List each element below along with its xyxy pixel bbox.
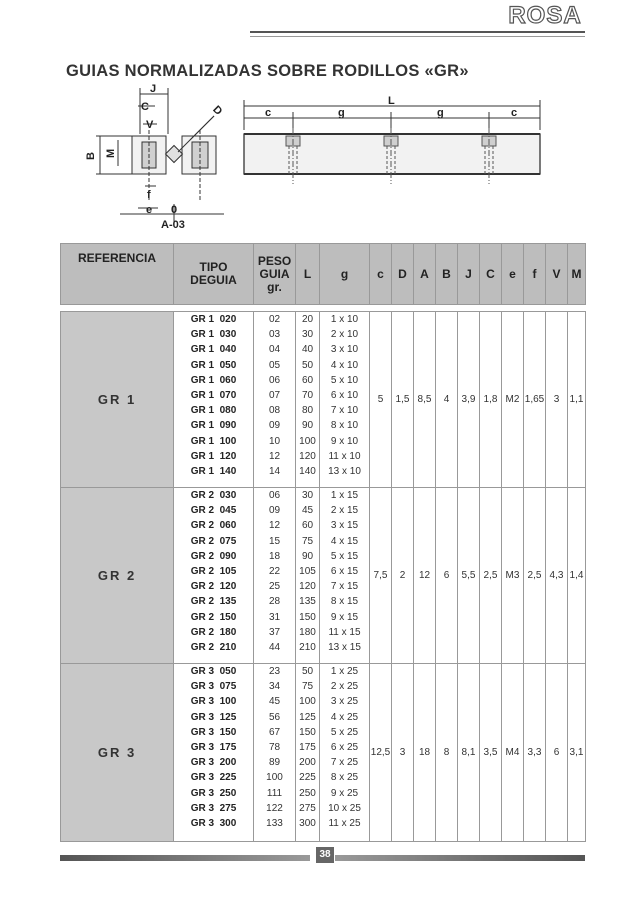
cell-dim-D: 3 <box>392 664 414 842</box>
cell-peso: 09 <box>268 505 281 517</box>
cell-dim-B: 8 <box>436 664 458 842</box>
cell-g: 3 x 25 <box>330 696 359 708</box>
cell-dim-M: 1,4 <box>568 488 586 664</box>
cell-l: 90 <box>301 550 314 562</box>
cell-tipo: GR 3 300 <box>190 818 237 830</box>
cell-l: 150 <box>299 611 316 623</box>
cell-l: 200 <box>299 757 316 769</box>
header-c: c <box>370 244 392 305</box>
cell-dim-C: 2,5 <box>480 488 502 664</box>
header-J: J <box>458 244 480 305</box>
table-header-row <box>61 244 586 305</box>
cell-l: 60 <box>301 520 314 532</box>
cell-tipo: GR 1 070 <box>190 390 237 402</box>
cell-g: 6 x 15 <box>330 566 359 578</box>
cell-g: 6 x 25 <box>330 742 359 754</box>
cell-tipo: GR 1 050 <box>190 359 237 371</box>
cell-g: 7 x 25 <box>330 757 359 769</box>
cell-dim-A: 12 <box>414 488 436 664</box>
cell-tipo: GR 2 105 <box>190 566 237 578</box>
header-referencia: REFERENCIA <box>61 244 174 305</box>
cell-dim-B: 4 <box>436 312 458 488</box>
cell-g: 4 x 10 <box>330 359 359 371</box>
cell-l: 250 <box>299 787 316 799</box>
cell-g: 2 x 25 <box>330 681 359 693</box>
label-g-1: g <box>338 107 345 119</box>
cell-dim-e: M4 <box>502 664 524 842</box>
header-tipo: TIPO DEGUIA <box>174 244 254 305</box>
cell-tipo: GR 3 175 <box>190 742 237 754</box>
cell-dim-B: 6 <box>436 488 458 664</box>
cell-g: 10 x 25 <box>328 802 361 814</box>
column-g-list <box>320 664 370 842</box>
cell-g: 2 x 15 <box>330 505 359 517</box>
cell-peso: 05 <box>268 359 281 371</box>
cell-g: 8 x 15 <box>330 596 359 608</box>
header-rule <box>250 31 585 33</box>
cell-peso: 06 <box>268 374 281 386</box>
cell-tipo: GR 2 120 <box>190 581 237 593</box>
cell-peso: 18 <box>268 550 281 562</box>
cell-peso: 10 <box>268 435 281 447</box>
label-c-right: c <box>511 107 518 119</box>
cell-l: 45 <box>301 505 314 517</box>
cell-tipo: GR 3 075 <box>190 681 237 693</box>
cell-dim-V: 6 <box>546 664 568 842</box>
cell-dim-J: 3,9 <box>458 312 480 488</box>
cell-l: 30 <box>301 329 314 341</box>
page-number: 38 <box>316 847 334 863</box>
header-gap <box>61 305 586 312</box>
header-rule-thin <box>250 36 585 37</box>
cell-l: 70 <box>301 390 314 402</box>
cell-dim-M: 3,1 <box>568 664 586 842</box>
cell-tipo: GR 3 150 <box>190 726 237 738</box>
column-tipo-list <box>174 488 254 664</box>
cell-g: 7 x 15 <box>330 581 359 593</box>
cell-l: 175 <box>299 742 316 754</box>
cell-tipo: GR 1 040 <box>190 344 237 356</box>
cell-g: 9 x 15 <box>330 611 359 623</box>
cell-tipo: GR 1 060 <box>190 374 237 386</box>
header-e: e <box>502 244 524 305</box>
column-peso-list <box>254 312 296 488</box>
cell-g: 4 x 15 <box>330 535 359 547</box>
cell-tipo: GR 2 090 <box>190 550 237 562</box>
cell-g: 7 x 10 <box>330 405 359 417</box>
cell-tipo: GR 1 090 <box>190 420 237 432</box>
cell-dim-C: 1,8 <box>480 312 502 488</box>
cell-peso: 04 <box>268 344 281 356</box>
page-title: GUIAS NORMALIZADAS SOBRE RODILLOS «GR» <box>66 62 469 80</box>
header-g: g <box>320 244 370 305</box>
label-c-left: c <box>265 107 272 119</box>
cell-l: 60 <box>301 374 314 386</box>
cell-tipo: GR 1 020 <box>190 314 237 325</box>
cell-dim-J: 8,1 <box>458 664 480 842</box>
cell-g: 1 x 25 <box>330 666 359 677</box>
spec-table <box>60 243 586 842</box>
cell-dim-D: 2 <box>392 488 414 664</box>
cell-l: 75 <box>301 681 314 693</box>
cell-g: 13 x 10 <box>328 466 361 478</box>
label-B: B <box>85 152 97 160</box>
column-tipo-list <box>174 664 254 842</box>
cell-peso: 89 <box>268 757 281 769</box>
cell-dim-e: M2 <box>502 312 524 488</box>
header-D: D <box>392 244 414 305</box>
cell-g: 6 x 10 <box>330 390 359 402</box>
cell-l: 100 <box>299 435 316 447</box>
cell-dim-V: 3 <box>546 312 568 488</box>
label-D: D <box>210 103 225 118</box>
cell-peso: 133 <box>266 818 283 830</box>
column-tipo-list <box>174 312 254 488</box>
cell-tipo: GR 2 210 <box>190 642 237 654</box>
cell-dim-c: 5 <box>370 312 392 488</box>
cell-peso: 03 <box>268 329 281 341</box>
cell-g: 3 x 15 <box>330 520 359 532</box>
footer-bar-right <box>335 855 585 861</box>
header-L: L <box>296 244 320 305</box>
cell-peso: 23 <box>268 666 281 677</box>
cell-tipo: GR 3 275 <box>190 802 237 814</box>
cell-l: 20 <box>301 314 314 325</box>
cell-dim-f: 2,5 <box>524 488 546 664</box>
cell-tipo: GR 1 080 <box>190 405 237 417</box>
cell-peso: 56 <box>268 711 281 723</box>
cell-tipo: GR 3 225 <box>190 772 237 784</box>
cell-tipo: GR 3 050 <box>190 666 237 677</box>
cell-peso: 25 <box>268 581 281 593</box>
cell-peso: 08 <box>268 405 281 417</box>
footer-bar-left <box>60 855 310 861</box>
label-L: L <box>388 95 395 107</box>
cell-dim-C: 3,5 <box>480 664 502 842</box>
header-M: M <box>568 244 586 305</box>
header-B: B <box>436 244 458 305</box>
drawing-code: A-03 <box>161 219 185 231</box>
cell-l: 275 <box>299 802 316 814</box>
table-group-row <box>61 312 586 488</box>
cell-l: 90 <box>301 420 314 432</box>
cell-dim-f: 1,65 <box>524 312 546 488</box>
cell-peso: 37 <box>268 626 281 638</box>
header-C: C <box>480 244 502 305</box>
column-peso-list <box>254 488 296 664</box>
cell-peso: 67 <box>268 726 281 738</box>
cell-l: 105 <box>299 566 316 578</box>
column-g-list <box>320 312 370 488</box>
header-peso: PESO GUIA gr. <box>254 244 296 305</box>
cell-tipo: GR 2 075 <box>190 535 237 547</box>
cell-tipo: GR 2 030 <box>190 490 237 501</box>
cell-peso: 02 <box>268 314 281 325</box>
cell-tipo: GR 3 200 <box>190 757 237 769</box>
cell-peso: 12 <box>268 450 281 462</box>
cell-g: 5 x 15 <box>330 550 359 562</box>
label-f: f <box>147 189 151 201</box>
cell-l: 210 <box>299 642 316 654</box>
cell-g: 1 x 15 <box>330 490 359 501</box>
label-J: J <box>150 83 157 95</box>
cell-l: 125 <box>299 711 316 723</box>
cell-g: 13 x 15 <box>328 642 361 654</box>
cell-l: 50 <box>301 666 314 677</box>
cell-g: 11 x 15 <box>328 626 361 638</box>
cell-tipo: GR 3 250 <box>190 787 237 799</box>
cell-g: 1 x 10 <box>330 314 359 325</box>
group-reference: GR 2 <box>61 488 174 664</box>
header-A: A <box>414 244 436 305</box>
cell-peso: 34 <box>268 681 281 693</box>
technical-drawings <box>0 80 640 240</box>
cell-peso: 28 <box>268 596 281 608</box>
cell-peso: 78 <box>268 742 281 754</box>
brand-logo: ROSA <box>508 2 582 29</box>
cell-l: 135 <box>299 596 316 608</box>
label-M: M <box>105 148 117 158</box>
cell-g: 8 x 25 <box>330 772 359 784</box>
cell-dim-D: 1,5 <box>392 312 414 488</box>
column-l-list <box>296 664 320 842</box>
cell-l: 40 <box>301 344 314 356</box>
cell-l: 100 <box>299 696 316 708</box>
cell-tipo: GR 2 045 <box>190 505 237 517</box>
cell-tipo: GR 1 100 <box>190 435 237 447</box>
cell-dim-A: 18 <box>414 664 436 842</box>
cell-g: 4 x 25 <box>330 711 359 723</box>
cell-g: 11 x 25 <box>328 818 361 830</box>
cell-g: 3 x 10 <box>330 344 359 356</box>
cell-g: 5 x 25 <box>330 726 359 738</box>
label-zero: 0 <box>171 204 178 216</box>
column-peso-list <box>254 664 296 842</box>
cell-tipo: GR 2 180 <box>190 626 237 638</box>
label-e: e <box>146 204 153 216</box>
cell-peso: 15 <box>268 535 281 547</box>
cell-g: 9 x 10 <box>330 435 359 447</box>
cell-dim-A: 8,5 <box>414 312 436 488</box>
cell-tipo: GR 1 140 <box>190 466 237 478</box>
cell-tipo: GR 2 150 <box>190 611 237 623</box>
cell-peso: 100 <box>266 772 283 784</box>
cell-peso: 31 <box>268 611 281 623</box>
cell-peso: 22 <box>268 566 281 578</box>
cell-dim-f: 3,3 <box>524 664 546 842</box>
cell-dim-c: 7,5 <box>370 488 392 664</box>
table-group-row <box>61 664 586 842</box>
cell-peso: 12 <box>268 520 281 532</box>
cell-l: 120 <box>299 581 316 593</box>
table-group-row <box>61 488 586 664</box>
cell-peso: 122 <box>266 802 283 814</box>
cell-tipo: GR 1 120 <box>190 450 237 462</box>
cell-l: 300 <box>299 818 316 830</box>
cell-g: 8 x 10 <box>330 420 359 432</box>
cell-tipo: GR 3 125 <box>190 711 237 723</box>
cell-l: 80 <box>301 405 314 417</box>
column-l-list <box>296 312 320 488</box>
cell-peso: 45 <box>268 696 281 708</box>
cell-l: 50 <box>301 359 314 371</box>
cell-g: 9 x 25 <box>330 787 359 799</box>
column-g-list <box>320 488 370 664</box>
cell-g: 11 x 10 <box>328 450 361 462</box>
cell-dim-J: 5,5 <box>458 488 480 664</box>
cell-dim-e: M3 <box>502 488 524 664</box>
group-reference: GR 1 <box>61 312 174 488</box>
cell-g: 5 x 10 <box>330 374 359 386</box>
cell-dim-c: 12,5 <box>370 664 392 842</box>
label-V: V <box>146 119 154 131</box>
cell-tipo: GR 3 100 <box>190 696 237 708</box>
cell-peso: 07 <box>268 390 281 402</box>
header-V: V <box>546 244 568 305</box>
cell-l: 140 <box>299 466 316 478</box>
cell-dim-V: 4,3 <box>546 488 568 664</box>
cell-tipo: GR 2 060 <box>190 520 237 532</box>
cell-tipo: GR 1 030 <box>190 329 237 341</box>
label-g-2: g <box>437 107 444 119</box>
cell-peso: 111 <box>266 787 283 799</box>
cell-l: 180 <box>299 626 316 638</box>
cell-tipo: GR 2 135 <box>190 596 237 608</box>
cell-l: 150 <box>299 726 316 738</box>
cell-l: 30 <box>301 490 314 501</box>
cell-peso: 06 <box>268 490 281 501</box>
label-C: C <box>141 101 149 113</box>
cell-l: 75 <box>301 535 314 547</box>
column-l-list <box>296 488 320 664</box>
header-f: f <box>524 244 546 305</box>
group-reference: GR 3 <box>61 664 174 842</box>
cell-peso: 14 <box>268 466 281 478</box>
cell-l: 225 <box>299 772 316 784</box>
cell-dim-M: 1,1 <box>568 312 586 488</box>
cell-l: 120 <box>299 450 316 462</box>
cell-peso: 09 <box>268 420 281 432</box>
cell-peso: 44 <box>268 642 281 654</box>
side-view-drawing <box>244 100 540 184</box>
cell-g: 2 x 10 <box>330 329 359 341</box>
